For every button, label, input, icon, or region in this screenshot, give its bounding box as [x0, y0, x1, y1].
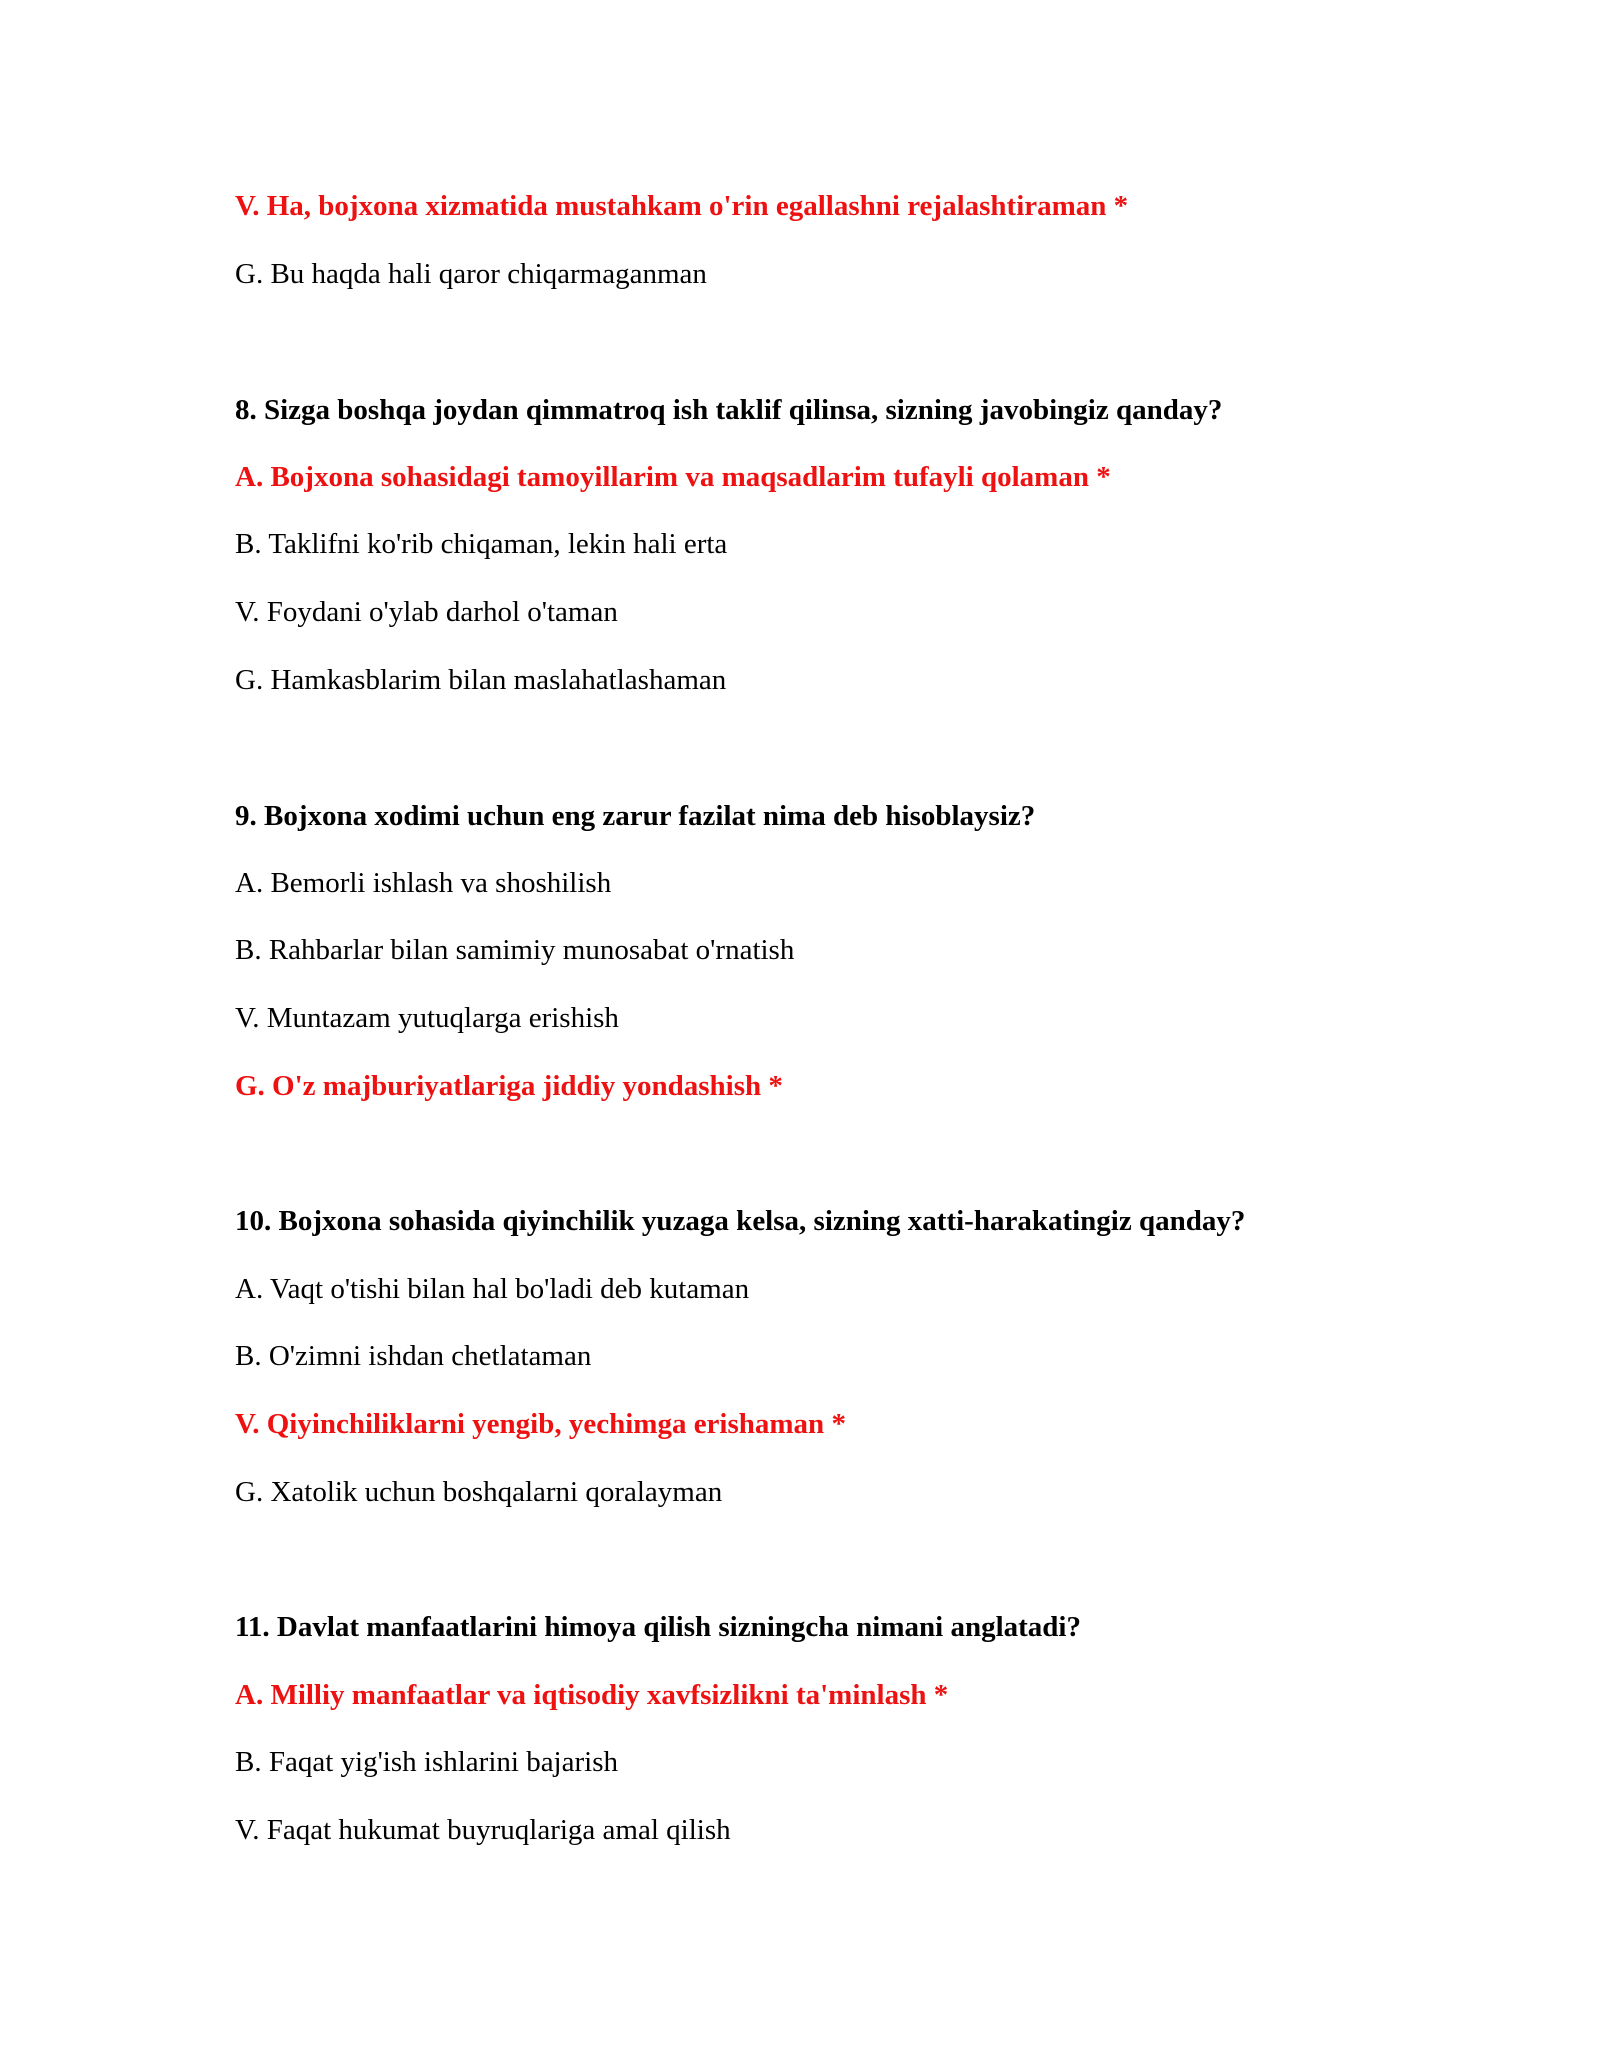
q11-option-a: A. Milliy manfaatlar va iqtisodiy xavfsizlikni ta'minlash * — [235, 1679, 949, 1711]
question-9: 9. Bojxona xodimi uchun eng zarur fazilat nima deb hisoblaysiz? — [235, 800, 1036, 832]
q11-option-b: B. Faqat yig'ish ishlarini bajarish — [235, 1746, 618, 1778]
q11-option-v: V. Faqat hukumat buyruqlariga amal qilish — [235, 1814, 731, 1846]
q9-option-b: B. Rahbarlar bilan samimiy munosabat o'rnatish — [235, 934, 795, 966]
q10-option-v: V. Qiyinchiliklarni yengib, yechimga erishaman * — [235, 1408, 846, 1440]
q8-option-v: V. Foydani o'ylab darhol o'taman — [235, 596, 618, 628]
q9-option-v: V. Muntazam yutuqlarga erishish — [235, 1002, 619, 1034]
q9-option-a: A. Bemorli ishlash va shoshilish — [235, 867, 612, 899]
question-11: 11. Davlat manfaatlarini himoya qilish sizningcha nimani anglatadi? — [235, 1611, 1081, 1643]
q10-option-b: B. O'zimni ishdan chetlataman — [235, 1340, 592, 1372]
q8-option-b: B. Taklifni ko'rib chiqaman, lekin hali erta — [235, 528, 728, 560]
q8-option-g: G. Hamkasblarim bilan maslahatlashaman — [235, 664, 727, 696]
q9-option-g: G. O'z majburiyatlariga jiddiy yondashish * — [235, 1070, 783, 1102]
q10-option-g: G. Xatolik uchun boshqalarni qoralayman — [235, 1476, 723, 1508]
q8-option-a: A. Bojxona sohasidagi tamoyillarim va maqsadlarim tufayli qolaman * — [235, 461, 1111, 493]
q10-option-a: A. Vaqt o'tishi bilan hal bo'ladi deb kutaman — [235, 1273, 750, 1305]
q7-option-g: G. Bu haqda hali qaror chiqarmaganman — [235, 258, 707, 290]
q7-option-v: V. Ha, bojxona xizmatida mustahkam o'rin egallashni rejalashtiraman * — [235, 190, 1129, 222]
question-10: 10. Bojxona sohasida qiyinchilik yuzaga kelsa, sizning xatti-harakatingiz qanday? — [235, 1205, 1246, 1237]
question-8: 8. Sizga boshqa joydan qimmatroq ish taklif qilinsa, sizning javobingiz qanday? — [235, 394, 1223, 426]
